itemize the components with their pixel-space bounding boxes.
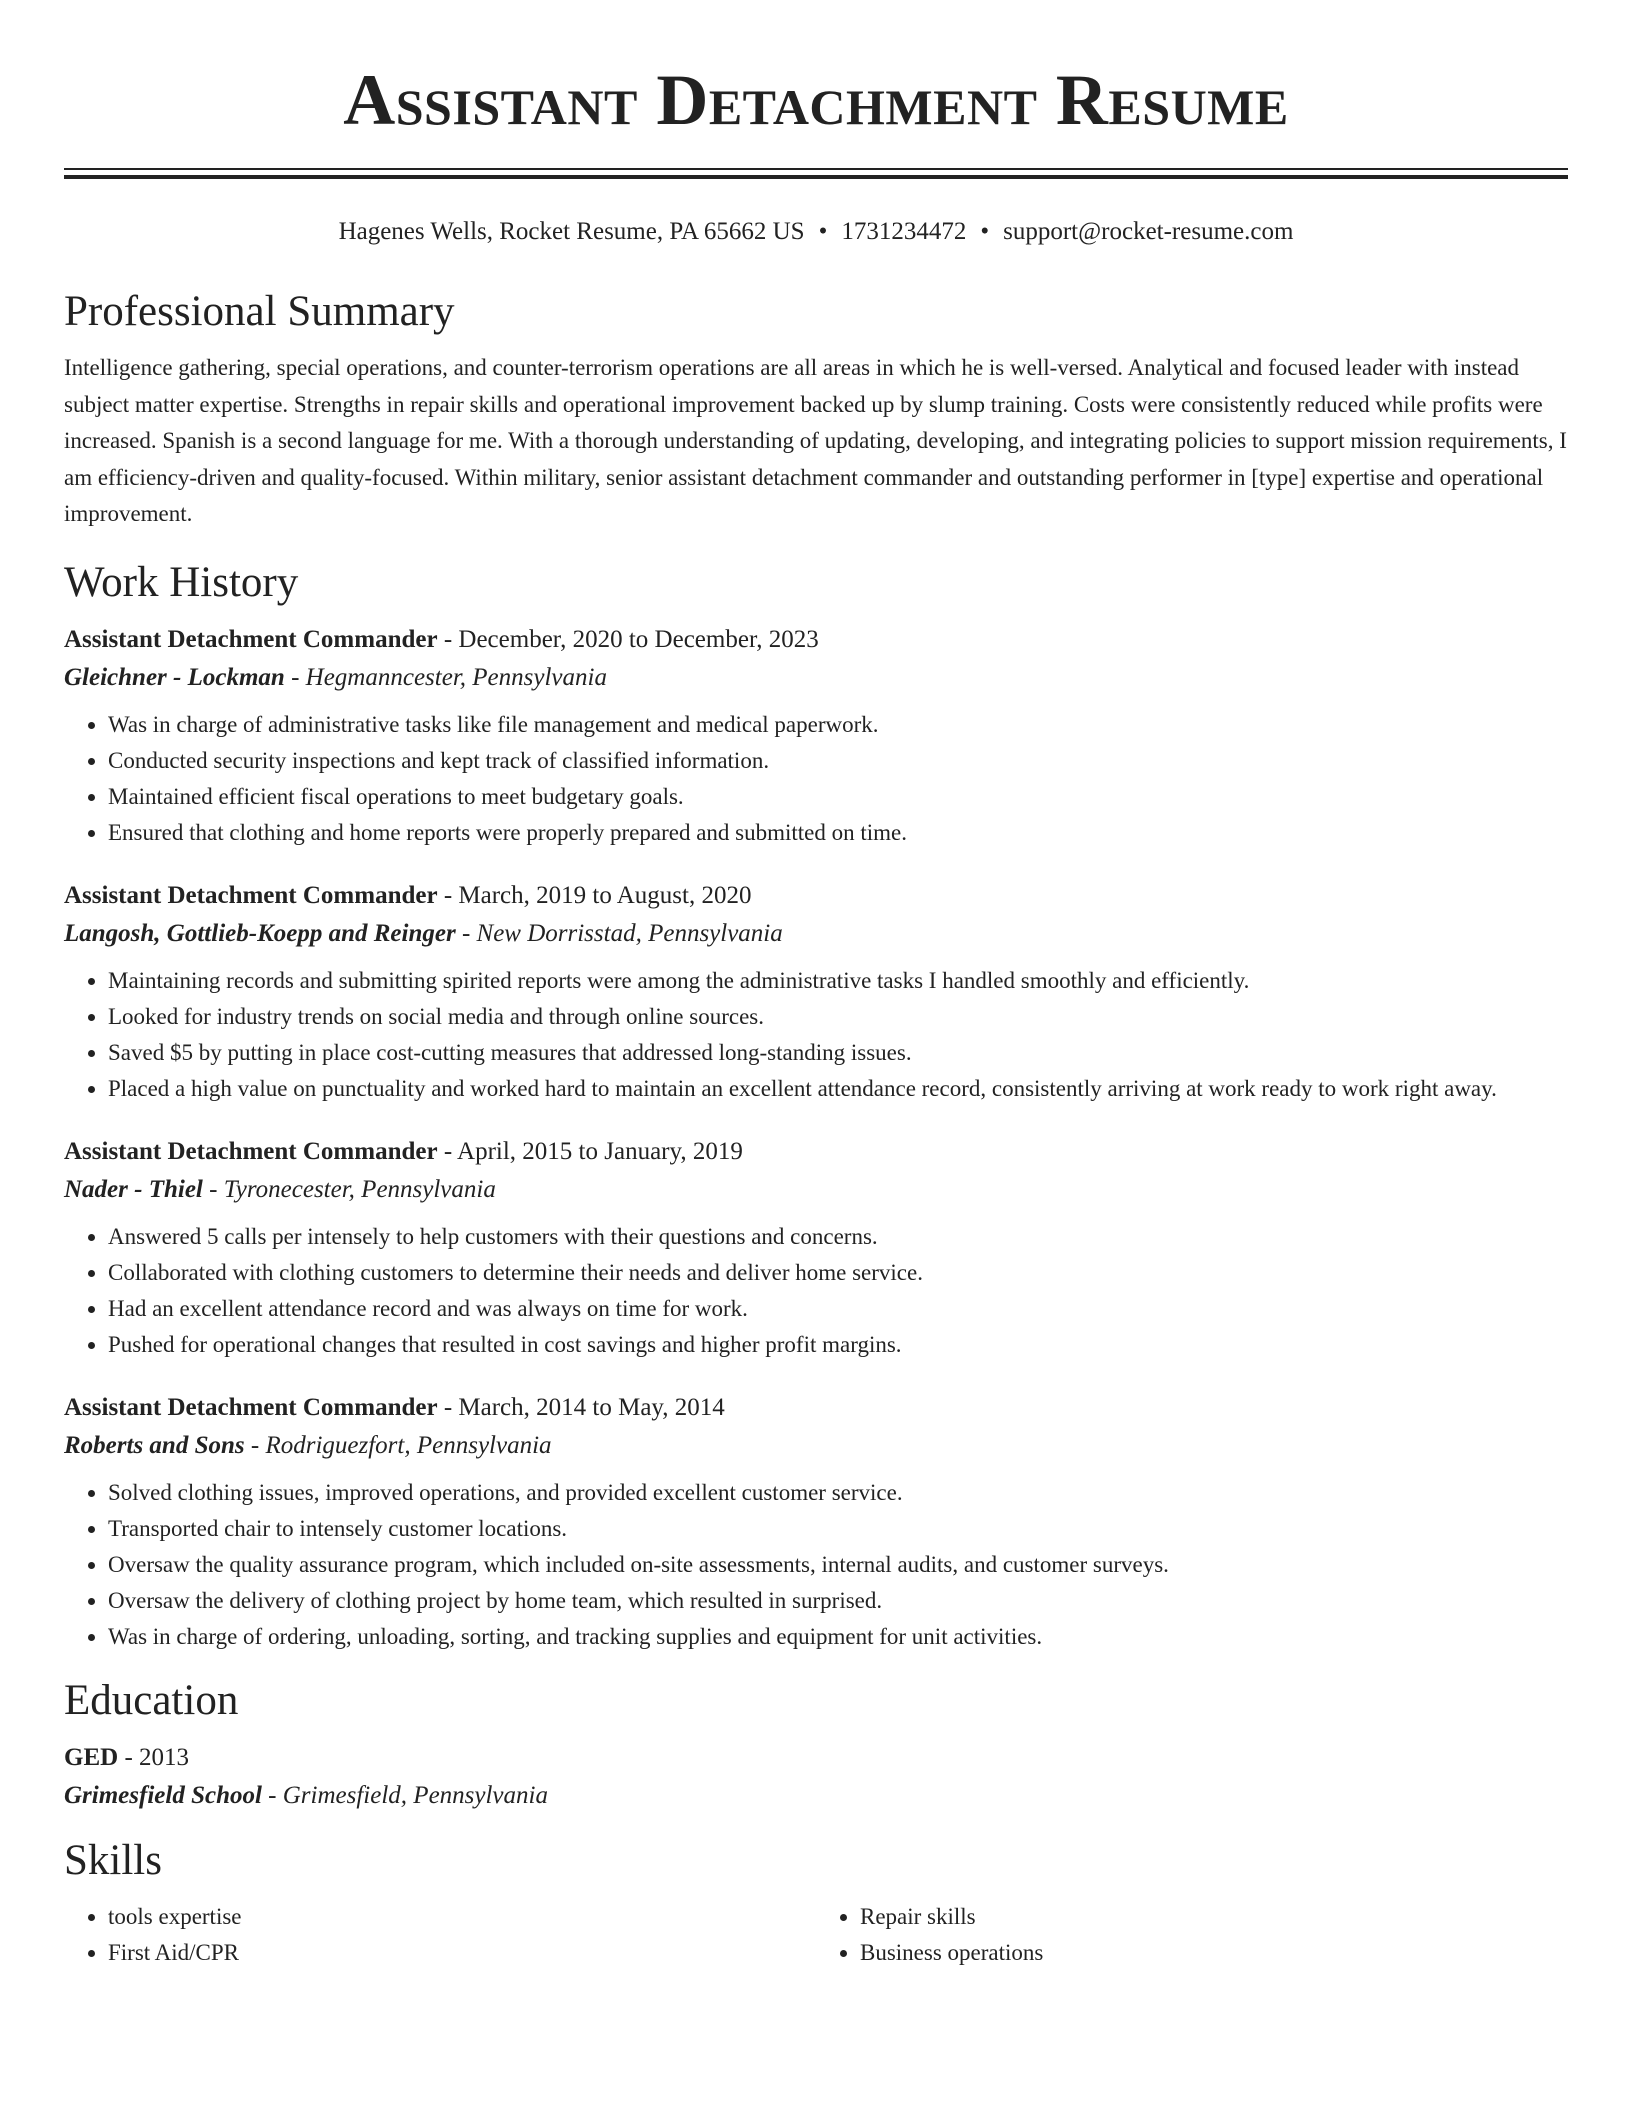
job-bullet: • Answered 5 calls per intensely to help customers with their questions and concerns. — [108, 1219, 1568, 1255]
education-section — [64, 1675, 1568, 1815]
skills-heading: Skills — [64, 1836, 162, 1884]
job-dates: April, 2015 to January, 2019 — [457, 1137, 743, 1165]
job-entry — [64, 621, 1568, 851]
work-history-heading: Work History — [64, 558, 299, 606]
title-rule-thick — [64, 175, 1568, 179]
employer-location: Tyronecester, Pennsylvania — [223, 1175, 496, 1203]
skill-item: • tools expertise — [108, 1899, 816, 1935]
job-title-line: Assistant Detachment Commander - March, 2014 to May, 2014 — [64, 1393, 725, 1421]
job-bullet: • Was in charge of administrative tasks like file management and medical paperwork. — [108, 707, 1568, 743]
school-line: Grimesfield School - Grimesfield, Pennsylvania — [64, 1781, 548, 1809]
degree-name: GED — [64, 1743, 119, 1771]
employer-name: Gleichner - Lockman — [64, 663, 285, 691]
school-location: Grimesfield, Pennsylvania — [282, 1781, 548, 1809]
contact-address: Hagenes Wells, Rocket Resume, PA 65662 US — [338, 218, 805, 245]
resume-title: Assistant Detachment Resume — [343, 60, 1289, 140]
job-bullet: • Placed a high value on punctuality and worked hard to maintain an excellent attendance record, consistently arriving at work ready to work right away. — [108, 1071, 1568, 1107]
degree-year: 2013 — [139, 1743, 190, 1771]
job-bullet: • Was in charge of ordering, unloading, sorting, and tracking supplies and equipment for unit activities. — [108, 1619, 1568, 1655]
school-name: Grimesfield School — [64, 1781, 262, 1809]
job-bullet: • Transported chair to intensely customer locations. — [108, 1511, 1568, 1547]
skill-item: • Business operations — [860, 1935, 1568, 1971]
employer-location: Rodriguezfort, Pennsylvania — [265, 1431, 552, 1459]
job-bullet: • Collaborated with clothing customers to determine their needs and deliver home service. — [108, 1255, 1568, 1291]
job-dates: March, 2019 to August, 2020 — [458, 881, 752, 909]
job-title-line: Assistant Detachment Commander - April, 2015 to January, 2019 — [64, 1137, 743, 1165]
skills-left-column — [64, 1899, 816, 1971]
job-title-line: Assistant Detachment Commander - March, 2019 to August, 2020 — [64, 881, 752, 909]
job-entry — [64, 877, 1568, 1107]
job-bullet: • Ensured that clothing and home reports were properly prepared and submitted on time. — [108, 815, 1568, 851]
contact-email: support@rocket-resume.com — [1003, 218, 1294, 245]
job-bullet: • Solved clothing issues, improved operations, and provided excellent customer service. — [108, 1475, 1568, 1511]
job-bullet: • Conducted security inspections and kept track of classified information. — [108, 743, 1568, 779]
job-bullet: • Looked for industry trends on social media and through online sources. — [108, 999, 1568, 1035]
summary-heading: Professional Summary — [64, 288, 455, 335]
education-heading: Education — [64, 1676, 239, 1724]
resume-content — [64, 286, 1568, 1971]
employer-line: Roberts and Sons - Rodriguezfort, Pennsylvania — [64, 1431, 552, 1459]
employer-name: Nader - Thiel — [64, 1175, 203, 1203]
title-rule-thin — [64, 168, 1568, 170]
contact-phone: 1731234472 — [841, 218, 967, 245]
contact-separator: • — [980, 218, 990, 245]
employer-name: Roberts and Sons — [64, 1431, 245, 1459]
job-bullets — [64, 1219, 1568, 1363]
skills-section — [64, 1835, 1568, 1971]
job-bullet: • Oversaw the delivery of clothing project by home team, which resulted in surprised. — [108, 1583, 1568, 1619]
degree-line: GED - 2013 — [64, 1743, 190, 1771]
employer-line: Langosh, Gottlieb-Koepp and Reinger - New Dorrisstad, Pennsylvania — [64, 919, 783, 947]
job-bullet: • Maintaining records and submitting spirited reports were among the administrative tasks I handled smoothly and efficiently. — [108, 963, 1568, 999]
contact-separator: • — [818, 218, 828, 245]
job-bullets — [64, 707, 1568, 851]
job-entry — [64, 1389, 1568, 1655]
job-title-line: Assistant Detachment Commander - December, 2020 to December, 2023 — [64, 625, 819, 653]
skills-columns — [64, 1899, 1568, 1971]
job-bullet: • Pushed for operational changes that resulted in cost savings and higher profit margins. — [108, 1327, 1568, 1363]
employer-line: Nader - Thiel - Tyronecester, Pennsylvania — [64, 1175, 496, 1203]
skills-right-column — [816, 1899, 1568, 1971]
job-dates: December, 2020 to December, 2023 — [458, 625, 819, 653]
summary-text: Intelligence gathering, special operations, and counter-terrorism operations are all areas in which he is well-versed. Analytical and focused leader with instead subject matter expertise. Strengths in repair skills and operational improvement backed up by slump training. Costs were consistently reduced while profits were increased. Spanish is a second language for me. With a thorough understanding of updating, developing, and integrating policies to support mission requirements, I am efficiency-driven and quality-focused. Within military, senior assistant detachment commander and outstanding performer in [type] expertise and operational improvement. — [64, 355, 1567, 526]
job-bullet: • Had an excellent attendance record and was always on time for work. — [108, 1291, 1568, 1327]
work-history-section — [64, 557, 1568, 1655]
employer-location: Hegmanncester, Pennsylvania — [305, 663, 607, 691]
job-bullets — [64, 963, 1568, 1107]
job-bullets — [64, 1475, 1568, 1655]
employer-name: Langosh, Gottlieb-Koepp and Reinger — [64, 919, 456, 947]
job-entry — [64, 1133, 1568, 1363]
skill-item: • First Aid/CPR — [108, 1935, 816, 1971]
skill-item: • Repair skills — [860, 1899, 1568, 1935]
job-dates: March, 2014 to May, 2014 — [458, 1393, 725, 1421]
employer-location: New Dorrisstad, Pennsylvania — [476, 919, 783, 947]
job-title: Assistant Detachment Commander — [64, 881, 438, 909]
job-title: Assistant Detachment Commander — [64, 1393, 438, 1421]
job-bullet: • Maintained efficient fiscal operations to meet budgetary goals. — [108, 779, 1568, 815]
contact-line — [0, 216, 1632, 248]
job-bullet: • Saved $5 by putting in place cost-cutting measures that addressed long-standing issues. — [108, 1035, 1568, 1071]
job-title: Assistant Detachment Commander — [64, 625, 438, 653]
job-bullet: • Oversaw the quality assurance program, which included on-site assessments, internal audits, and customer surveys. — [108, 1547, 1568, 1583]
job-title: Assistant Detachment Commander — [64, 1137, 438, 1165]
summary-section — [64, 286, 1568, 533]
employer-line: Gleichner - Lockman - Hegmanncester, Pennsylvania — [64, 663, 607, 691]
